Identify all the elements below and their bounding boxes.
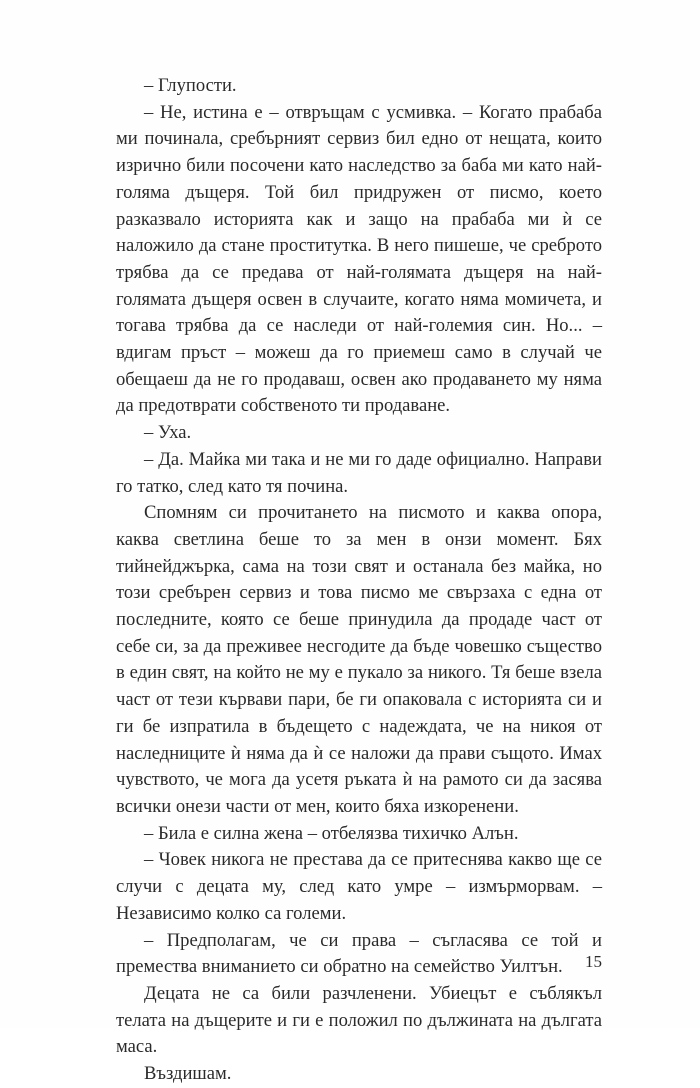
- paragraph: – Човек никога не престава да се притеснява какво ще се случи с децата му, след като умре – измърморвам. – Независимо колко са големи.: [116, 849, 602, 924]
- paragraph: – Да. Майка ми така и не ми го даде официално. Направи го татко, след като тя почина.: [116, 448, 602, 497]
- paragraph: Спомням си прочитането на писмото и каква опора, каква светлина беше то за мен в онзи момент. Бях тийнейджърка, сама на този свят и останала без майка, но този сребърен сервиз и това писмо ме свързаха с една от последните, която се беше принудила да продаде част от себе си, за да преживее несгодите да бъде човешко същество в един свят, на който не му е пукало за никого. Тя беше взела част от тези кървави пари, бе ги опаковала с историята си и ги бе изпратила в бъдещето с надеждата, че на никоя от наследниците ѝ няма да ѝ се наложи да прави същото. Имах чувството, че мога да усетя ръката ѝ на рамото си да засява всички онези части от мен, които бяха изкоренени.: [116, 502, 602, 817]
- page-number: 15: [585, 952, 602, 971]
- paragraph: – Не, истина е – отвръщам с усмивка. – Когато прабаба ми починала, сребърният сервиз бил едно от нещата, които изрично били посочени като наследство за баба ми като най-голяма дъщеря. Той бил придружен от писмо, което разказвало историята как и защо на прабаба ми ѝ се наложило да стане проститутка. В него пишеше, че среброто трябва да се предава от най-голямата дъщеря на най-голямата дъщеря освен в случаите, когато няма момичета, и тогава трябва да се наследи от най-големия син. Но... – вдигам пръст – можеш да го приемеш само в случай че обещаеш да не го продаваш, освен ако продаването му няма да предотврати собственото ти продаване.: [116, 101, 602, 417]
- paragraph: – Била е силна жена – отбелязва тихичко Алън.: [144, 822, 519, 844]
- body-text: [116, 73, 602, 1088]
- paragraph: Децата не са били разчленени. Убиецът е съблякъл телата на дъщерите и ги е положил по дължината на дългата маса.: [116, 982, 602, 1058]
- paragraph: – Глупости.: [144, 75, 237, 96]
- paragraph: Въздишам.: [144, 1063, 232, 1085]
- paragraph: – Уха.: [144, 422, 192, 444]
- paragraph: – Предполагам, че си права – съгласява се той и премества вниманието си обратно на семейство Уилтън.: [116, 929, 602, 978]
